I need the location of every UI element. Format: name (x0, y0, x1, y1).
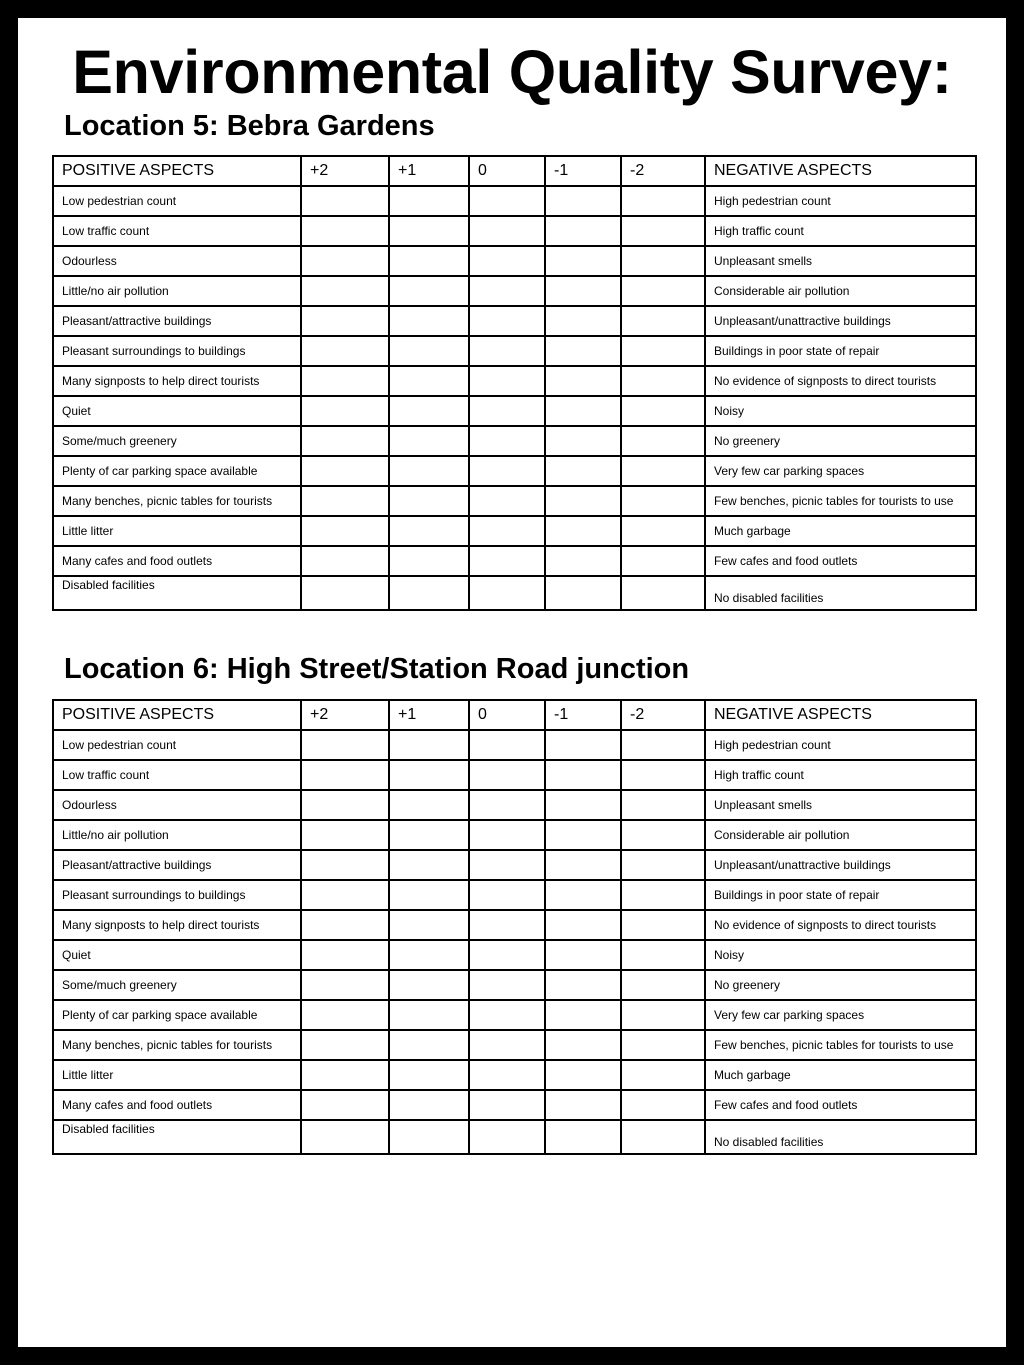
score-cell-p1[interactable] (389, 820, 469, 850)
score-cell-m1[interactable] (545, 1030, 621, 1060)
table-row (53, 730, 976, 760)
negative-aspect-label: Few benches, picnic tables for tourists to use (705, 1030, 976, 1060)
negative-aspect-label: No disabled facilities (705, 1120, 976, 1154)
score-cell-p1[interactable] (389, 1060, 469, 1090)
score-cell-p1[interactable] (389, 456, 469, 486)
score-cell-m1[interactable] (545, 910, 621, 940)
positive-aspect-label: Plenty of car parking space available (53, 456, 301, 486)
score-cell-zero[interactable] (469, 396, 545, 426)
positive-aspect-label: Many benches, picnic tables for tourists (53, 486, 301, 516)
score-cell-zero[interactable] (469, 426, 545, 456)
header-score-0: 0 (469, 700, 545, 730)
score-cell-m2[interactable] (621, 820, 705, 850)
score-cell-p1[interactable] (389, 216, 469, 246)
table-row (53, 426, 976, 456)
table-row (53, 186, 976, 216)
table-row (53, 456, 976, 486)
score-cell-m2[interactable] (621, 216, 705, 246)
header-score-plus-1: +1 (389, 156, 469, 186)
score-cell-p1[interactable] (389, 1030, 469, 1060)
positive-aspect-label: Some/much greenery (53, 970, 301, 1000)
negative-aspect-label: Unpleasant smells (705, 790, 976, 820)
negative-aspect-label: No evidence of signposts to direct tourists (705, 910, 976, 940)
score-cell-p2[interactable] (301, 216, 389, 246)
positive-aspect-label: Low traffic count (53, 216, 301, 246)
positive-aspect-label: Pleasant surroundings to buildings (53, 880, 301, 910)
score-cell-m2[interactable] (621, 1030, 705, 1060)
negative-aspect-label: Very few car parking spaces (705, 456, 976, 486)
score-cell-p2[interactable] (301, 336, 389, 366)
negative-aspect-label: Unpleasant/unattractive buildings (705, 306, 976, 336)
score-cell-m1[interactable] (545, 546, 621, 576)
negative-aspect-label: High traffic count (705, 216, 976, 246)
score-cell-p1[interactable] (389, 576, 469, 610)
header-score-plus-2: +2 (301, 700, 389, 730)
score-cell-zero[interactable] (469, 576, 545, 610)
score-cell-m2[interactable] (621, 456, 705, 486)
score-cell-p1[interactable] (389, 940, 469, 970)
score-cell-zero[interactable] (469, 276, 545, 306)
negative-aspect-label: No greenery (705, 970, 976, 1000)
score-cell-zero[interactable] (469, 546, 545, 576)
location-6-survey-table (52, 699, 977, 1155)
score-cell-p2[interactable] (301, 546, 389, 576)
score-cell-p1[interactable] (389, 730, 469, 760)
negative-aspect-label: Considerable air pollution (705, 276, 976, 306)
negative-aspect-label: High pedestrian count (705, 730, 976, 760)
score-cell-p1[interactable] (389, 366, 469, 396)
positive-aspect-label: Quiet (53, 940, 301, 970)
table-row (53, 1000, 976, 1030)
table-row (53, 820, 976, 850)
score-cell-m2[interactable] (621, 1120, 705, 1154)
positive-aspect-label: Little litter (53, 516, 301, 546)
score-cell-m2[interactable] (621, 850, 705, 880)
table-row (53, 880, 976, 910)
negative-aspect-label: Much garbage (705, 1060, 976, 1090)
header-score-minus-1: -1 (545, 156, 621, 186)
score-cell-m1[interactable] (545, 216, 621, 246)
table-row (53, 790, 976, 820)
score-cell-m2[interactable] (621, 910, 705, 940)
positive-aspect-label: Many cafes and food outlets (53, 1090, 301, 1120)
score-cell-p2[interactable] (301, 970, 389, 1000)
score-cell-p2[interactable] (301, 910, 389, 940)
score-cell-m1[interactable] (545, 186, 621, 216)
score-cell-m1[interactable] (545, 880, 621, 910)
score-cell-p1[interactable] (389, 516, 469, 546)
positive-aspect-label: Little litter (53, 1060, 301, 1090)
score-cell-m2[interactable] (621, 730, 705, 760)
positive-aspect-label: Plenty of car parking space available (53, 1000, 301, 1030)
negative-aspect-label: Few cafes and food outlets (705, 1090, 976, 1120)
score-cell-m2[interactable] (621, 246, 705, 276)
header-negative-aspects: NEGATIVE ASPECTS (705, 156, 976, 186)
score-cell-m1[interactable] (545, 396, 621, 426)
score-cell-p1[interactable] (389, 306, 469, 336)
score-cell-zero[interactable] (469, 760, 545, 790)
positive-aspect-label: Pleasant/attractive buildings (53, 306, 301, 336)
table-row (53, 306, 976, 336)
score-cell-m1[interactable] (545, 576, 621, 610)
positive-aspect-label: Some/much greenery (53, 426, 301, 456)
positive-aspect-label: Odourless (53, 246, 301, 276)
score-cell-zero[interactable] (469, 456, 545, 486)
score-cell-zero[interactable] (469, 246, 545, 276)
header-score-minus-1: -1 (545, 700, 621, 730)
score-cell-zero[interactable] (469, 1030, 545, 1060)
negative-aspect-label: High pedestrian count (705, 186, 976, 216)
negative-aspect-label: Buildings in poor state of repair (705, 880, 976, 910)
score-cell-p1[interactable] (389, 790, 469, 820)
score-cell-m2[interactable] (621, 276, 705, 306)
score-cell-m2[interactable] (621, 426, 705, 456)
score-cell-m2[interactable] (621, 1000, 705, 1030)
score-cell-p2[interactable] (301, 790, 389, 820)
score-cell-zero[interactable] (469, 790, 545, 820)
score-cell-p1[interactable] (389, 880, 469, 910)
negative-aspect-label: Noisy (705, 940, 976, 970)
score-cell-m1[interactable] (545, 940, 621, 970)
score-cell-m2[interactable] (621, 1090, 705, 1120)
score-cell-m1[interactable] (545, 456, 621, 486)
score-cell-p2[interactable] (301, 426, 389, 456)
score-cell-m1[interactable] (545, 1000, 621, 1030)
score-cell-p1[interactable] (389, 910, 469, 940)
table-row (53, 760, 976, 790)
score-cell-p2[interactable] (301, 276, 389, 306)
score-cell-m1[interactable] (545, 790, 621, 820)
score-cell-p2[interactable] (301, 1060, 389, 1090)
positive-aspect-label: Low pedestrian count (53, 186, 301, 216)
score-cell-zero[interactable] (469, 486, 545, 516)
table-row (53, 1120, 976, 1154)
score-cell-zero[interactable] (469, 1060, 545, 1090)
score-cell-m2[interactable] (621, 760, 705, 790)
score-cell-m1[interactable] (545, 366, 621, 396)
score-cell-p1[interactable] (389, 276, 469, 306)
score-cell-m2[interactable] (621, 790, 705, 820)
score-cell-m2[interactable] (621, 366, 705, 396)
header-score-minus-2: -2 (621, 700, 705, 730)
table-row (53, 910, 976, 940)
score-cell-m2[interactable] (621, 880, 705, 910)
table-row (53, 1090, 976, 1120)
score-cell-m2[interactable] (621, 516, 705, 546)
score-cell-p2[interactable] (301, 366, 389, 396)
table-row (53, 1030, 976, 1060)
table-row (53, 216, 976, 246)
score-cell-m1[interactable] (545, 1090, 621, 1120)
table-row (53, 336, 976, 366)
score-cell-m2[interactable] (621, 336, 705, 366)
score-cell-p2[interactable] (301, 1120, 389, 1154)
score-cell-m2[interactable] (621, 940, 705, 970)
score-cell-zero[interactable] (469, 336, 545, 366)
positive-aspect-label: Many benches, picnic tables for tourists (53, 1030, 301, 1060)
negative-aspect-label: No disabled facilities (705, 576, 976, 610)
score-cell-p1[interactable] (389, 486, 469, 516)
header-score-plus-2: +2 (301, 156, 389, 186)
score-cell-m1[interactable] (545, 306, 621, 336)
negative-aspect-label: Few cafes and food outlets (705, 546, 976, 576)
location-5-heading: Location 5: Bebra Gardens (64, 110, 435, 142)
positive-aspect-label: Low pedestrian count (53, 730, 301, 760)
positive-aspect-label: Pleasant/attractive buildings (53, 850, 301, 880)
score-cell-m1[interactable] (545, 1120, 621, 1154)
table-row (53, 246, 976, 276)
table-header-row (53, 700, 976, 730)
score-cell-p1[interactable] (389, 1120, 469, 1154)
score-cell-m1[interactable] (545, 336, 621, 366)
positive-aspect-label: Odourless (53, 790, 301, 820)
score-cell-p2[interactable] (301, 486, 389, 516)
score-cell-m1[interactable] (545, 516, 621, 546)
negative-aspect-label: Considerable air pollution (705, 820, 976, 850)
score-cell-zero[interactable] (469, 910, 545, 940)
score-cell-m1[interactable] (545, 850, 621, 880)
negative-aspect-label: No evidence of signposts to direct tourists (705, 366, 976, 396)
table-row (53, 516, 976, 546)
score-cell-m1[interactable] (545, 970, 621, 1000)
score-cell-m1[interactable] (545, 276, 621, 306)
score-cell-m2[interactable] (621, 1060, 705, 1090)
negative-aspect-label: Unpleasant smells (705, 246, 976, 276)
score-cell-m2[interactable] (621, 396, 705, 426)
negative-aspect-label: No greenery (705, 426, 976, 456)
page-title: Environmental Quality Survey: (72, 38, 952, 106)
score-cell-p2[interactable] (301, 246, 389, 276)
negative-aspect-label: High traffic count (705, 760, 976, 790)
score-cell-zero[interactable] (469, 516, 545, 546)
score-cell-p1[interactable] (389, 760, 469, 790)
positive-aspect-label: Disabled facilities (53, 576, 301, 610)
score-cell-p2[interactable] (301, 850, 389, 880)
header-score-0: 0 (469, 156, 545, 186)
score-cell-m1[interactable] (545, 760, 621, 790)
score-cell-m1[interactable] (545, 730, 621, 760)
positive-aspect-label: Many signposts to help direct tourists (53, 366, 301, 396)
score-cell-p2[interactable] (301, 306, 389, 336)
score-cell-m1[interactable] (545, 426, 621, 456)
negative-aspect-label: Very few car parking spaces (705, 1000, 976, 1030)
negative-aspect-label: Much garbage (705, 516, 976, 546)
score-cell-zero[interactable] (469, 1090, 545, 1120)
score-cell-zero[interactable] (469, 1120, 545, 1154)
score-cell-zero[interactable] (469, 186, 545, 216)
table-row (53, 576, 976, 610)
survey-page (18, 18, 1006, 1347)
score-cell-zero[interactable] (469, 970, 545, 1000)
score-cell-zero[interactable] (469, 730, 545, 760)
score-cell-zero[interactable] (469, 366, 545, 396)
score-cell-m1[interactable] (545, 1060, 621, 1090)
location-5-survey-table (52, 155, 977, 611)
table-row (53, 546, 976, 576)
negative-aspect-label: Few benches, picnic tables for tourists to use (705, 486, 976, 516)
score-cell-p2[interactable] (301, 730, 389, 760)
score-cell-p2[interactable] (301, 1090, 389, 1120)
table-row (53, 940, 976, 970)
score-cell-zero[interactable] (469, 940, 545, 970)
positive-aspect-label: Little/no air pollution (53, 820, 301, 850)
score-cell-zero[interactable] (469, 1000, 545, 1030)
negative-aspect-label: Buildings in poor state of repair (705, 336, 976, 366)
score-cell-p1[interactable] (389, 426, 469, 456)
score-cell-m1[interactable] (545, 246, 621, 276)
table-row (53, 850, 976, 880)
score-cell-zero[interactable] (469, 850, 545, 880)
score-cell-p2[interactable] (301, 516, 389, 546)
positive-aspect-label: Low traffic count (53, 760, 301, 790)
score-cell-p2[interactable] (301, 820, 389, 850)
positive-aspect-label: Quiet (53, 396, 301, 426)
positive-aspect-label: Many signposts to help direct tourists (53, 910, 301, 940)
score-cell-m2[interactable] (621, 970, 705, 1000)
score-cell-m2[interactable] (621, 486, 705, 516)
score-cell-m2[interactable] (621, 546, 705, 576)
score-cell-p1[interactable] (389, 186, 469, 216)
score-cell-p1[interactable] (389, 1090, 469, 1120)
score-cell-p2[interactable] (301, 396, 389, 426)
header-positive-aspects: POSITIVE ASPECTS (53, 156, 301, 186)
positive-aspect-label: Many cafes and food outlets (53, 546, 301, 576)
score-cell-p1[interactable] (389, 546, 469, 576)
score-cell-m2[interactable] (621, 306, 705, 336)
header-score-plus-1: +1 (389, 700, 469, 730)
table-row (53, 1060, 976, 1090)
table-row (53, 970, 976, 1000)
positive-aspect-label: Disabled facilities (53, 1120, 301, 1154)
score-cell-m1[interactable] (545, 486, 621, 516)
score-cell-p2[interactable] (301, 576, 389, 610)
table-row (53, 486, 976, 516)
score-cell-m2[interactable] (621, 576, 705, 610)
score-cell-p1[interactable] (389, 396, 469, 426)
negative-aspect-label: Unpleasant/unattractive buildings (705, 850, 976, 880)
score-cell-zero[interactable] (469, 216, 545, 246)
score-cell-p2[interactable] (301, 186, 389, 216)
score-cell-p1[interactable] (389, 246, 469, 276)
header-positive-aspects: POSITIVE ASPECTS (53, 700, 301, 730)
positive-aspect-label: Pleasant surroundings to buildings (53, 336, 301, 366)
score-cell-m1[interactable] (545, 820, 621, 850)
score-cell-m2[interactable] (621, 186, 705, 216)
score-cell-zero[interactable] (469, 306, 545, 336)
location-6-heading: Location 6: High Street/Station Road junction (64, 653, 690, 685)
score-cell-p1[interactable] (389, 970, 469, 1000)
negative-aspect-label: Noisy (705, 396, 976, 426)
table-header-row (53, 156, 976, 186)
score-cell-zero[interactable] (469, 880, 545, 910)
score-cell-p2[interactable] (301, 1000, 389, 1030)
header-negative-aspects: NEGATIVE ASPECTS (705, 700, 976, 730)
header-score-minus-2: -2 (621, 156, 705, 186)
score-cell-p2[interactable] (301, 1030, 389, 1060)
table-row (53, 396, 976, 426)
score-cell-p2[interactable] (301, 456, 389, 486)
score-cell-p2[interactable] (301, 760, 389, 790)
positive-aspect-label: Little/no air pollution (53, 276, 301, 306)
table-row (53, 276, 976, 306)
score-cell-p1[interactable] (389, 850, 469, 880)
score-cell-p1[interactable] (389, 336, 469, 366)
score-cell-p1[interactable] (389, 1000, 469, 1030)
score-cell-zero[interactable] (469, 820, 545, 850)
score-cell-p2[interactable] (301, 880, 389, 910)
score-cell-p2[interactable] (301, 940, 389, 970)
table-row (53, 366, 976, 396)
